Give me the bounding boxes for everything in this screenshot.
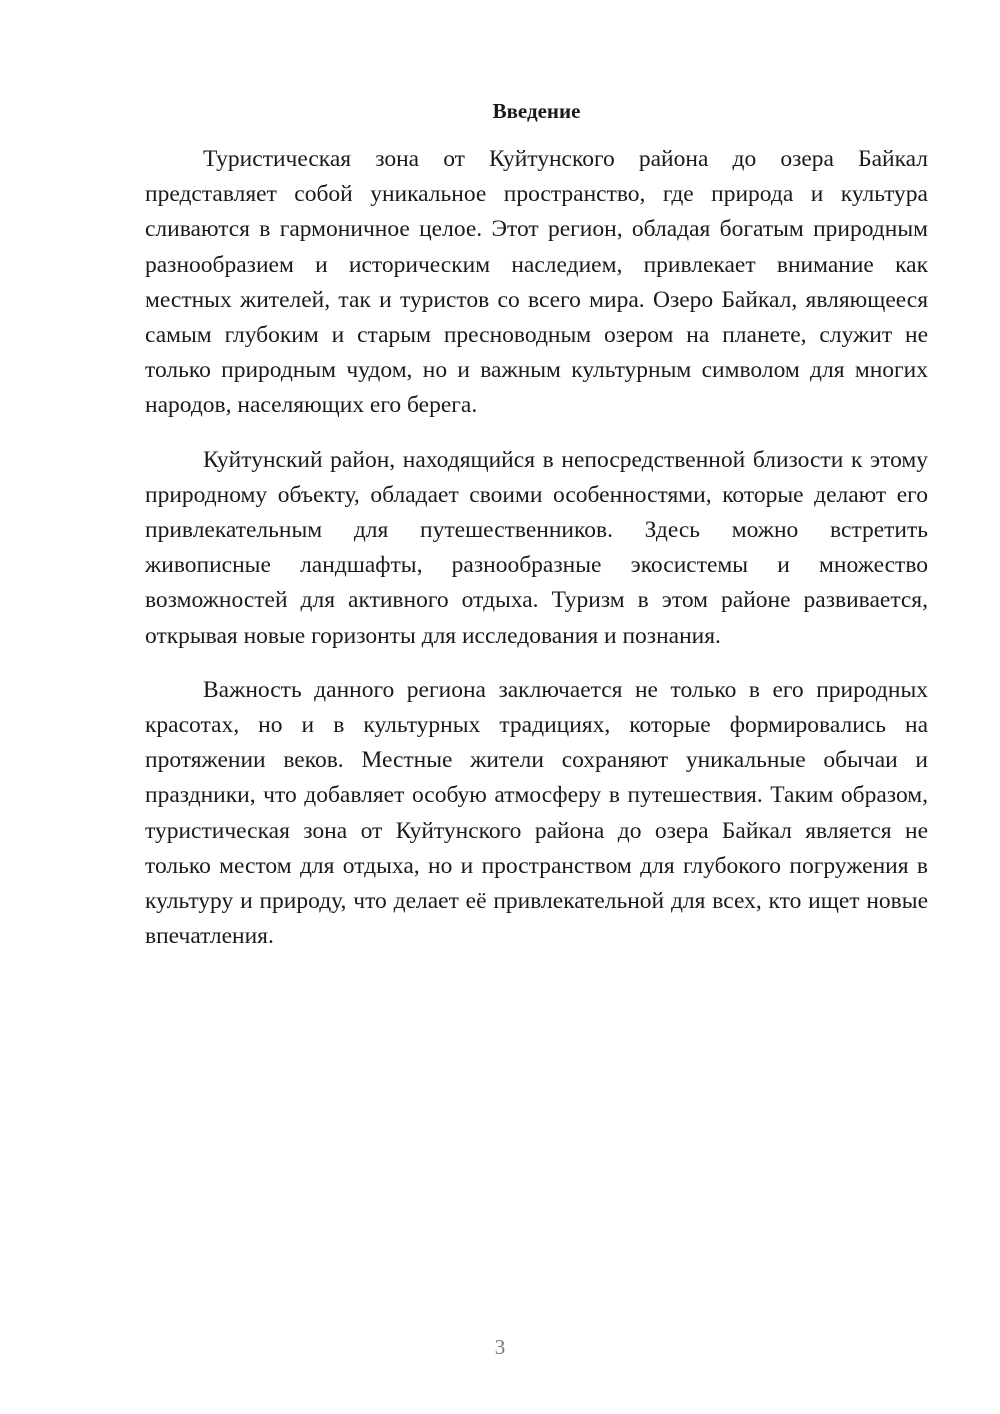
page-number: 3 xyxy=(494,1335,506,1359)
paragraph-3: Важность данного региона заключается не только в его природных красотах, но и в культурных традициях, которые формировались на протяжении веков. Местные жители сохраняют уникальные обычаи и праздники, что добавляет особую атмосферу в путешествия. Таким образом, туристическая зона от Куйтунского района до озера Байкал является не только местом для отдыха, но и пространством для глубокого погружения в культуру и природу, что делает её привлекательной для всех, кто ищет новые впечатления. xyxy=(145,676,928,950)
paragraph-1: Туристическая зона от Куйтунского района до озера Байкал представляет собой уникальное пространство, где природа и культура сливаются в гармоничное целое. Этот регион, обладая богатым природным разнообразием и историческим наследием, привлекает внимание как местных жителей, так и туристов со всего мира. Озеро Байкал, являющееся самым глубоким и старым пресноводным озером на планете, служит не только природным чудом, но и важным культурным символом для многих народов, населяющих его берега. xyxy=(145,146,928,419)
paragraph-2: Куйтунский район, находящийся в непосредственной близости к этому природному объекту, обладает своими особенностями, которые делают его привлекательным для путешественников. Здесь можно встретить живописные ландшафты, разнообразные экосистемы и множество возможностей для активного отдыха. Туризм в этом районе развивается, открывая новые горизонты для исследования и познания. xyxy=(145,446,928,649)
section-heading: Введение xyxy=(492,99,581,123)
page-content xyxy=(145,92,928,954)
